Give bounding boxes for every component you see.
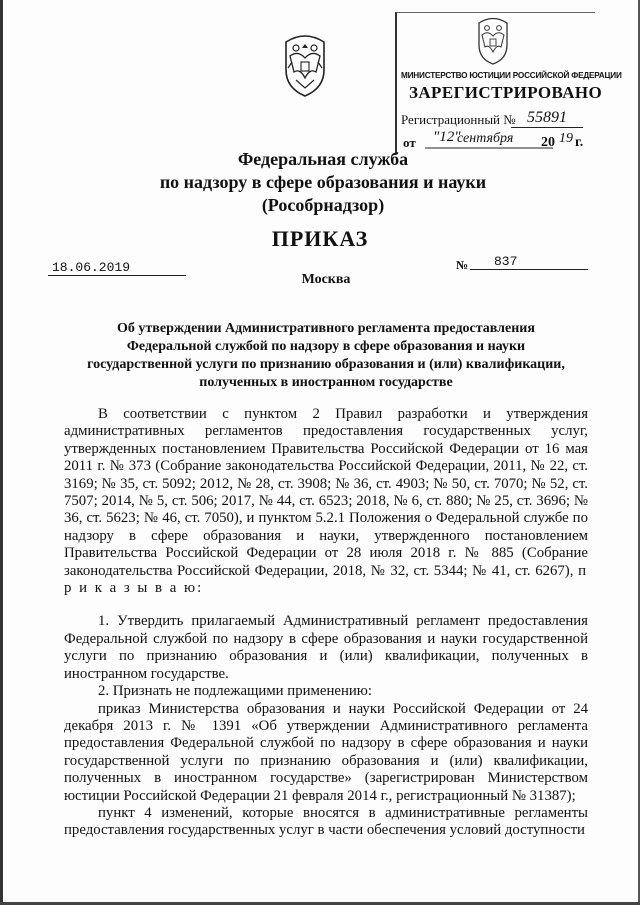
stamp-emblem-icon [473,15,513,65]
stamp-date-year-suffix: 19 [559,131,573,146]
registration-stamp [395,12,622,153]
stamp-date-year-prefix: 20 [541,135,555,150]
org-line-1: Федеральная служба [237,149,409,169]
org-line-3: (Рособрнадзор) [261,195,385,215]
stamp-date-month: сентября [457,131,514,146]
org-line-2: по надзору в сфере образования и науки [159,172,487,192]
stamp-regno-value: 55891 [511,109,583,128]
stamp-date-day: "12" [433,129,461,145]
order-number: 837 [470,254,588,270]
order-number-label: № [456,258,469,272]
document-title: ПРИКАЗ [271,226,369,251]
order-word: п р и к а з ы в а ю: [64,562,588,597]
page-edge-left [0,0,3,905]
order-city: Москва [301,272,351,287]
order-subject [62,320,590,392]
stamp-date-prefix: от [403,135,416,150]
stamp-ministry-name: МИНИСТЕРСТВО ЮСТИЦИИ РОССИЙСКОЙ ФЕДЕРАЦИИ [401,71,622,80]
subject-line-4: полученных в иностранном государстве [199,375,453,390]
subject-line-1: Об утверждении Административного регламента предоставления [117,321,535,336]
item-2b-paragraph: пункт 4 изменений, которые вносятся в административные регламенты предоставления государственных услуг в части обеспечения условий доступности [64,804,588,839]
stamp-registered-label: ЗАРЕГИСТРИРОВАНО [409,83,603,102]
stamp-date-year-g: г. [575,135,584,150]
organization-name [0,148,640,217]
item-2-paragraph: 2. Признать не подлежащими применению: [98,683,372,700]
order-date: 18.06.2019 [48,260,186,276]
subject-line-2: Федеральной службой по надзору в сфере образования и науки [126,339,526,354]
state-emblem-icon [280,32,330,98]
preamble-paragraph [64,406,588,597]
subject-line-3: государственной услуги по признанию образования и (или) квалификации, [87,357,565,372]
stamp-regno-label: Регистрационный № [401,112,516,127]
order-body [64,406,588,840]
item-1-paragraph: 1. Утвердить прилагаемый Административный регламент предоставления Федеральной службой по надзору в сфере образования и науки государственной услуги по признанию образования и (или) квалификации, полученных в иностранном государстве. [64,613,588,682]
item-2a-paragraph: приказ Министерства образования и науки Российской Федерации от 24 декабря 2013 г. № 1391 «Об утверждении Административного регламента предоставления Федеральной службой по надзору в сфере образования и науки государственной услуги по признанию образования и (или) квалификации, полученных в иностранном государстве» (зарегистрирован Министерством юстиции Российской Федерации 21 февраля 2014 г., регистрационный № 31387); [64,700,588,804]
preamble-text: В соответствии с пунктом 2 Правил разработки и утверждения административных регламентов предоставления государственных услуг, утвержденных постановлением Правительства Российской Федерации от 16 мая 2011 г. № 373 (Собрание законодательства Российской Федерации, 2011, № 22, ст. 3169; № 35, ст. 5092; 2012, № 28, ст. 3908; № 36, ст. 4903; № 50, ст. 7070; № 52, ст. 7507; 2014, № 5, ст. 506; 2017, № 44, ст. 6523; 2018, № 6, ст. 880; № 25, ст. 3696; № 36, ст. 5623; № 46, ст. 7050), и пунктом 5.2.1 Положения о Федеральной службе по надзору в сфере образования и науки, утвержденного постановлением Правительства Российской Федерации от 28 июля 2018 г. № 885 (Собрание законодательства Российской Федерации, 2018, № 32, ст. 5344; № 41, ст. 6267), [64,406,588,579]
